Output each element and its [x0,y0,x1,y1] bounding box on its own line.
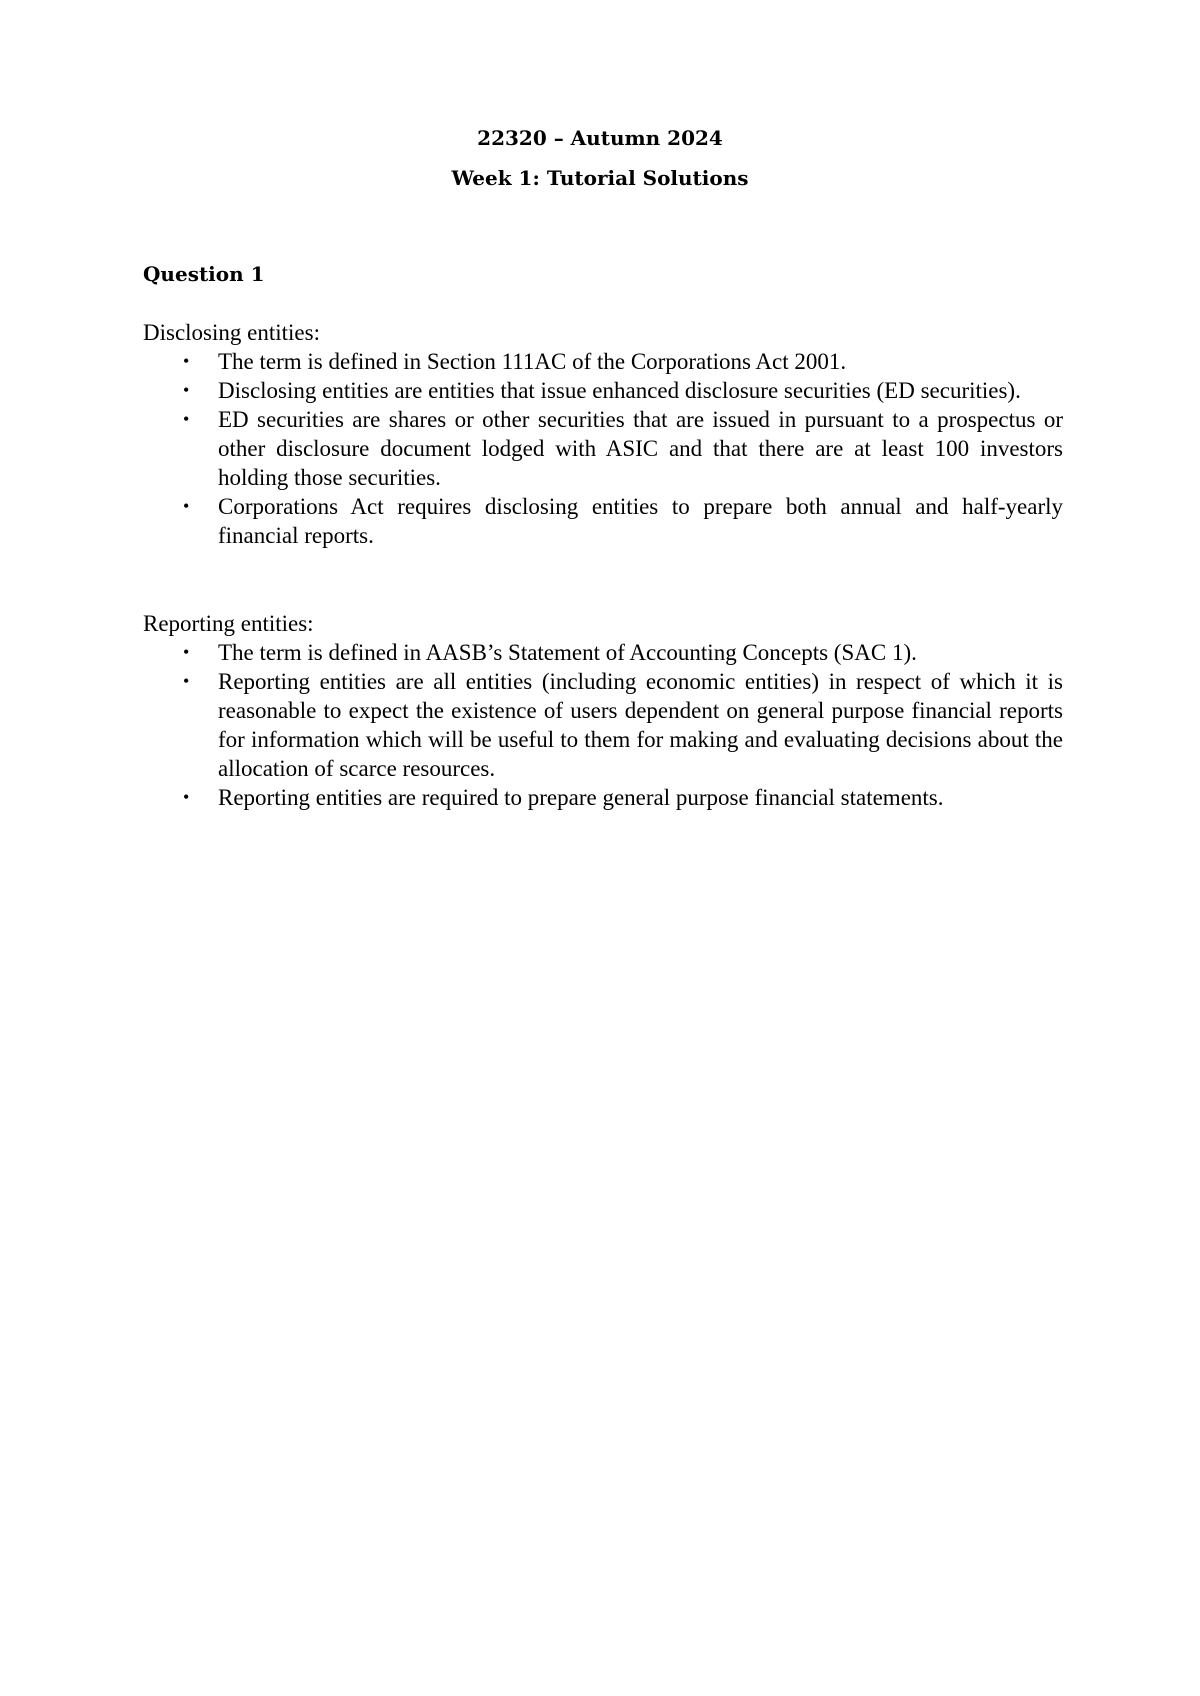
bullet-icon: • [183,642,190,662]
section-reporting-entities [143,609,1063,812]
section-spacer [143,550,1063,609]
section-disclosing-entities [143,318,1063,550]
section-label: Reporting entities: [143,611,314,636]
bullet-icon: • [183,671,190,691]
bullet-icon: • [183,496,190,516]
document-header [0,118,1200,198]
list-item-text: The term is defined in Section 111AC of the Corporations Act 2001. [218,349,847,374]
document-subtitle: Week 1: Tutorial Solutions [451,166,749,190]
list-item-text: ED securities are shares or other securities that are issued in pursuant to a prospectus or other disclosure document lodged with ASIC and that there are at least 100 investors holding those securities. [218,407,1063,490]
document-title: 22320 – Autumn 2024 [477,126,723,150]
question-heading: Question 1 [143,262,265,286]
list-item-text: Reporting entities are required to prepare general purpose financial statements. [218,785,944,810]
bullet-list [143,347,1063,550]
bullet-icon: • [183,380,190,400]
bullet-icon: • [183,351,190,371]
list-item [143,667,1063,783]
bullet-icon: • [183,787,190,807]
list-item-text: Corporations Act requires disclosing entities to prepare both annual and half-yearly financial reports. [218,494,1063,548]
bullet-list [143,638,1063,812]
list-item [143,347,1063,376]
document-body [143,260,1063,812]
list-item [143,376,1063,405]
section-label: Disclosing entities: [143,320,320,345]
list-item-text: The term is defined in AASB’s Statement of Accounting Concepts (SAC 1). [218,640,917,665]
list-item [143,405,1063,492]
list-item [143,638,1063,667]
list-item [143,492,1063,550]
bullet-icon: • [183,409,190,429]
list-item-text: Disclosing entities are entities that issue enhanced disclosure securities (ED securities). [218,378,1021,403]
list-item-text: Reporting entities are all entities (including economic entities) in respect of which it is reasonable to expect the existence of users dependent on general purpose financial reports for information which will be useful to them for making and evaluating decisions about the allocation of scarce resources. [218,669,1063,781]
list-item [143,783,1063,812]
